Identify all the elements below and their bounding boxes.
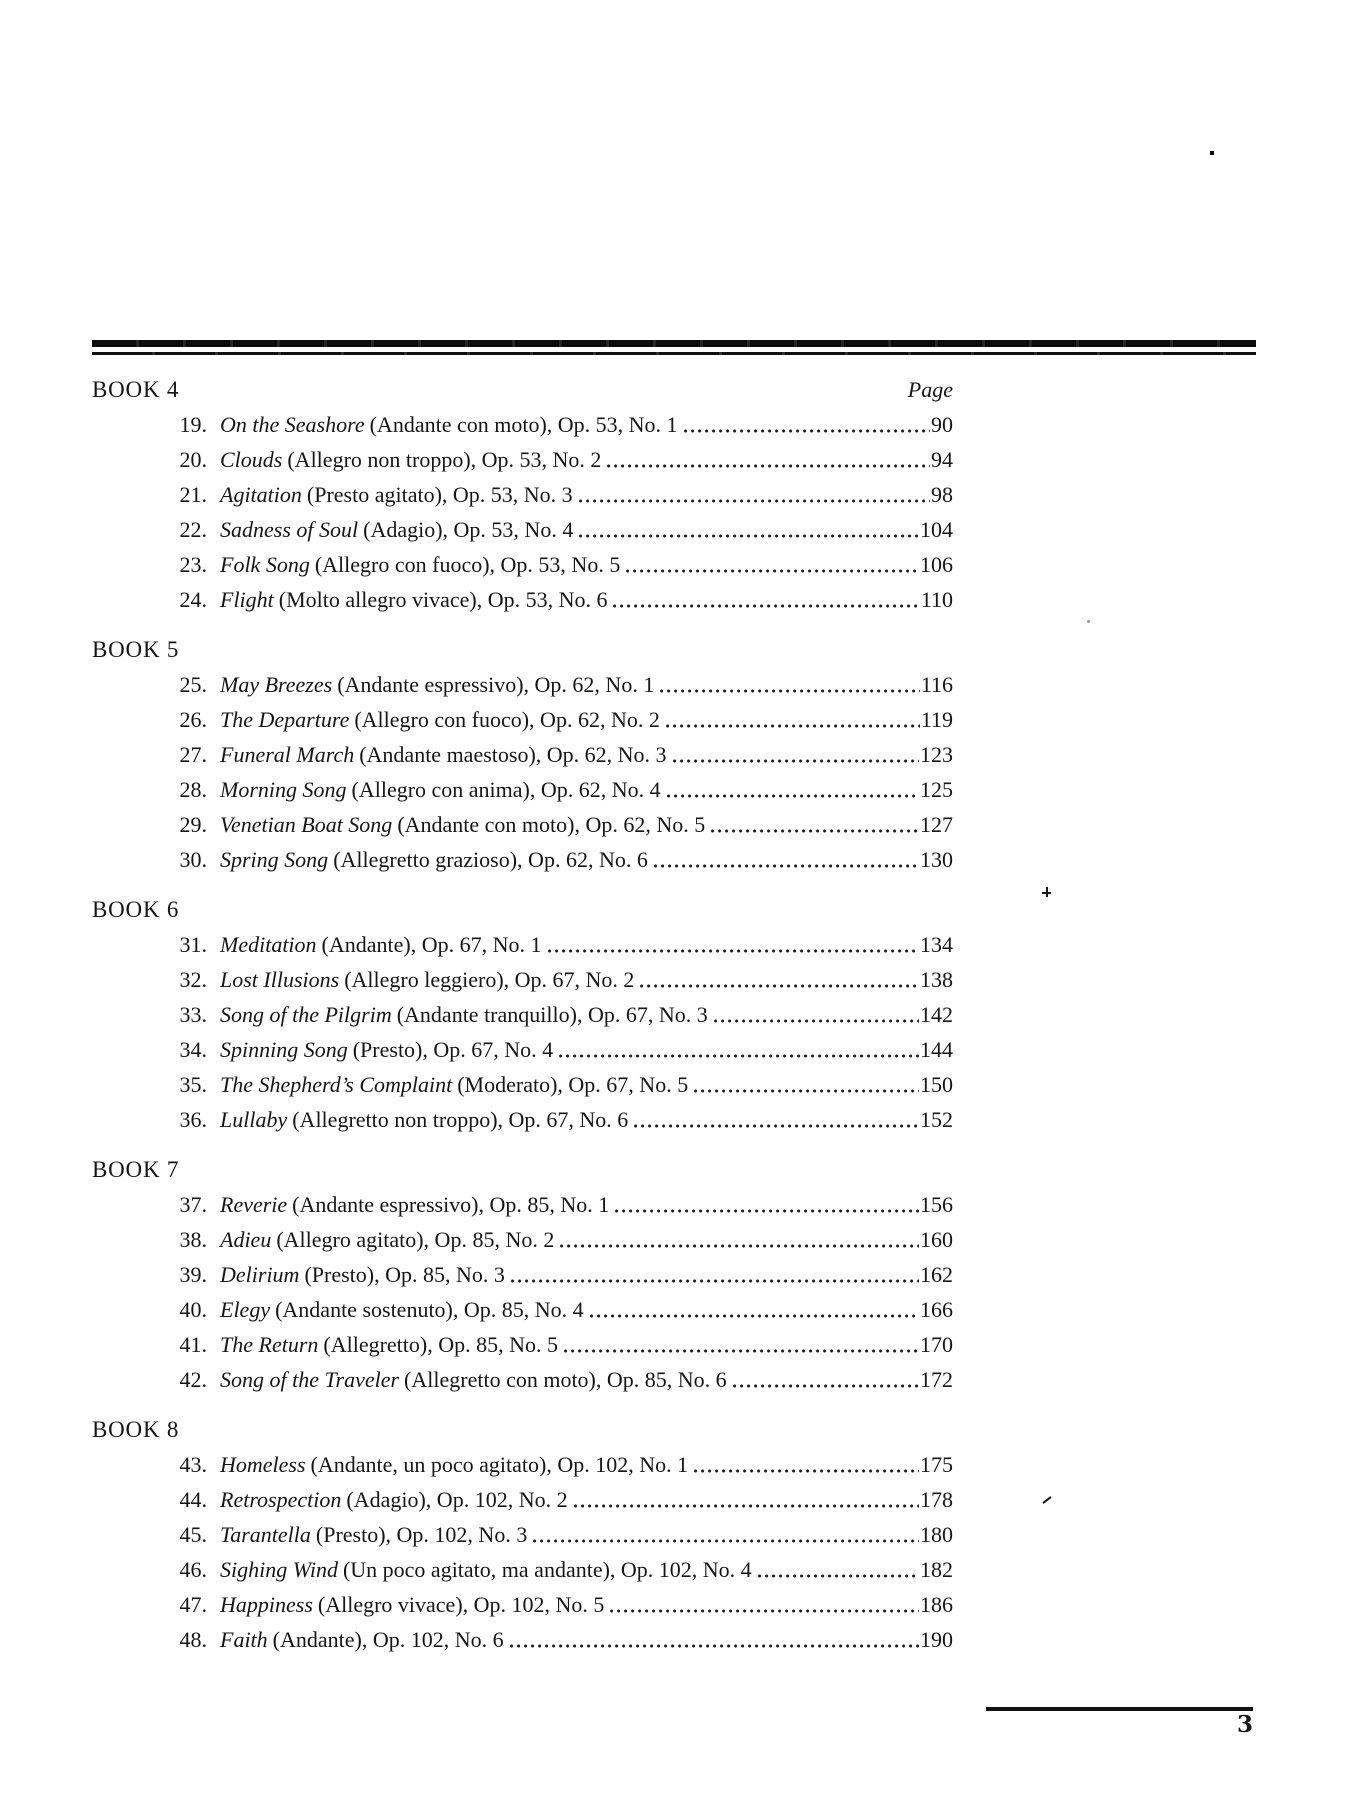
scan-speck	[1087, 620, 1090, 623]
toc-entry	[92, 407, 953, 442]
entry-title: Morning Song	[220, 777, 347, 802]
entry-number: 20.	[179, 447, 207, 472]
entry-title: The Shepherd’s Complaint	[220, 1072, 453, 1097]
dot-leader	[590, 1314, 919, 1318]
entry-page-number: 94	[931, 447, 953, 472]
dot-leader	[640, 984, 919, 988]
entry-title: Faith	[220, 1627, 268, 1652]
toc-entry	[92, 1517, 953, 1552]
book-list	[92, 372, 953, 1657]
entry-page-number: 134	[920, 932, 953, 957]
entry-page-number: 142	[920, 1002, 953, 1027]
entry-number: 48.	[179, 1627, 207, 1652]
entry-title: May Breezes	[220, 672, 333, 697]
entry-title: Funeral March	[220, 742, 355, 767]
dot-leader	[684, 429, 930, 433]
entry-page-number: 172	[920, 1367, 953, 1392]
dot-leader	[634, 1124, 919, 1128]
entry-title: Clouds	[220, 447, 283, 472]
book-entries	[92, 407, 953, 617]
entry-detail: (Un poco agitato, ma andante), Op. 102, No. 4	[342, 1557, 752, 1582]
entry-page-number: 160	[920, 1227, 953, 1252]
entry-title: Flight	[220, 587, 274, 612]
dot-leader	[607, 464, 930, 468]
toc-entry	[92, 547, 953, 582]
dot-leader	[666, 724, 920, 728]
entry-number: 40.	[179, 1297, 207, 1322]
entry-detail: (Presto), Op. 67, No. 4	[352, 1037, 554, 1062]
entry-number: 29.	[179, 812, 207, 837]
book-entries	[92, 667, 953, 877]
dot-leader	[615, 1209, 919, 1213]
entry-title: Retrospection	[220, 1487, 342, 1512]
toc-entry	[92, 962, 953, 997]
entry-detail: (Molto allegro vivace), Op. 53, No. 6	[278, 587, 608, 612]
scan-speck	[1042, 892, 1051, 894]
entry-number: 24.	[179, 587, 207, 612]
entry-page-number: 125	[920, 777, 953, 802]
entry-detail: (Presto), Op. 85, No. 3	[304, 1262, 505, 1287]
entry-title: Spinning Song	[220, 1037, 348, 1062]
entry-number: 19.	[179, 412, 207, 437]
scan-speck	[1042, 1496, 1051, 1504]
entry-number: 33.	[179, 1002, 207, 1027]
dot-leader	[711, 829, 919, 833]
book-section	[92, 892, 953, 1137]
entry-number: 28.	[179, 777, 207, 802]
toc-entry	[92, 1257, 953, 1292]
entry-number: 39.	[179, 1262, 207, 1287]
entry-title: Elegy	[220, 1297, 271, 1322]
book-heading: BOOK 6	[92, 897, 180, 922]
entry-page-number: 178	[920, 1487, 953, 1512]
entry-title: Homeless	[220, 1452, 306, 1477]
entry-title: Venetian Boat Song	[220, 812, 393, 837]
entry-number: 34.	[179, 1037, 207, 1062]
entry-page-number: 150	[920, 1072, 953, 1097]
entry-number: 41.	[179, 1332, 207, 1357]
toc-entry	[92, 1102, 953, 1137]
book-heading: BOOK 7	[92, 1157, 180, 1182]
entry-detail: (Andante, un poco agitato), Op. 102, No. 1	[310, 1452, 689, 1477]
entry-detail: (Allegro non troppo), Op. 53, No. 2	[287, 447, 602, 472]
toc-entry	[92, 737, 953, 772]
entry-page-number: 130	[920, 847, 953, 872]
entry-detail: (Allegro leggiero), Op. 67, No. 2	[344, 967, 635, 992]
entry-number: 37.	[179, 1192, 207, 1217]
entry-page-number: 106	[920, 552, 953, 577]
entry-number: 32.	[179, 967, 207, 992]
entry-detail: (Allegro con fuoco), Op. 53, No. 5	[314, 552, 621, 577]
dot-leader	[579, 499, 930, 503]
entry-page-number: 144	[920, 1037, 953, 1062]
toc-entry	[92, 997, 953, 1032]
toc-content	[92, 372, 953, 1657]
entry-detail: (Allegro vivace), Op. 102, No. 5	[317, 1592, 605, 1617]
entry-number: 35.	[179, 1072, 207, 1097]
dot-leader	[733, 1384, 919, 1388]
dot-leader	[559, 1054, 919, 1058]
dot-leader	[511, 1279, 919, 1283]
entry-detail: (Allegretto con moto), Op. 85, No. 6	[404, 1367, 727, 1392]
toc-entry	[92, 1222, 953, 1257]
entry-number: 21.	[179, 482, 207, 507]
entry-page-number: 175	[920, 1452, 953, 1477]
entry-page-number: 186	[920, 1592, 953, 1617]
entry-detail: (Andante tranquillo), Op. 67, No. 3	[396, 1002, 708, 1027]
entry-title: Agitation	[220, 482, 302, 507]
entry-page-number: 180	[920, 1522, 953, 1547]
toc-entry	[92, 842, 953, 877]
book-section	[92, 632, 953, 877]
entry-number: 26.	[179, 707, 207, 732]
entry-title: Song of the Traveler	[220, 1367, 400, 1392]
entry-detail: (Moderato), Op. 67, No. 5	[457, 1072, 689, 1097]
book-heading-row	[92, 892, 953, 927]
entry-title: The Return	[220, 1332, 319, 1357]
book-heading: BOOK 8	[92, 1417, 180, 1442]
entry-page-number: 98	[931, 482, 953, 507]
toc-entry	[92, 807, 953, 842]
entry-title: Lost Illusions	[220, 967, 340, 992]
entry-page-number: 90	[931, 412, 953, 437]
dot-leader	[626, 569, 919, 573]
entry-detail: (Allegretto grazioso), Op. 62, No. 6	[333, 847, 648, 872]
toc-entry	[92, 1362, 953, 1397]
entry-page-number: 170	[920, 1332, 953, 1357]
toc-entry	[92, 1187, 953, 1222]
dot-leader	[560, 1244, 919, 1248]
book-section	[92, 372, 953, 617]
entry-detail: (Andante), Op. 102, No. 6	[272, 1627, 504, 1652]
entry-title: Adieu	[220, 1227, 272, 1252]
toc-entry	[92, 1587, 953, 1622]
dot-leader	[714, 1019, 919, 1023]
entry-number: 27.	[179, 742, 207, 767]
top-rule-thin	[92, 352, 1256, 355]
book-heading: BOOK 4	[92, 377, 180, 402]
dot-leader	[660, 689, 920, 693]
toc-entry	[92, 477, 953, 512]
entry-number: 25.	[179, 672, 207, 697]
entry-detail: (Andante), Op. 67, No. 1	[321, 932, 542, 957]
entry-page-number: 162	[920, 1262, 953, 1287]
dot-leader	[654, 864, 919, 868]
toc-entry	[92, 582, 953, 617]
dot-leader	[564, 1349, 919, 1353]
toc-entry	[92, 1622, 953, 1657]
entry-page-number: 152	[920, 1107, 953, 1132]
entry-page-number: 127	[920, 812, 953, 837]
entry-title: Reverie	[220, 1192, 288, 1217]
book-entries	[92, 1447, 953, 1657]
entry-detail: (Presto), Op. 102, No. 3	[315, 1522, 528, 1547]
entry-detail: (Andante con moto), Op. 53, No. 1	[369, 412, 678, 437]
dot-leader	[579, 534, 919, 538]
book-heading-row	[92, 372, 953, 407]
entry-detail: (Andante espressivo), Op. 62, No. 1	[337, 672, 655, 697]
entry-detail: (Andante maestoso), Op. 62, No. 3	[359, 742, 667, 767]
entry-number: 47.	[179, 1592, 207, 1617]
toc-entry	[92, 667, 953, 702]
dot-leader	[667, 794, 919, 798]
entry-title: Delirium	[220, 1262, 300, 1287]
dot-leader	[694, 1089, 919, 1093]
book-heading-row	[92, 632, 953, 667]
toc-entry	[92, 702, 953, 737]
entry-number: 42.	[179, 1367, 207, 1392]
entry-number: 38.	[179, 1227, 207, 1252]
dot-leader	[548, 949, 919, 953]
toc-entry	[92, 1482, 953, 1517]
scan-speck	[1210, 151, 1214, 155]
entry-number: 36.	[179, 1107, 207, 1132]
toc-entry	[92, 1327, 953, 1362]
entry-page-number: 156	[920, 1192, 953, 1217]
entry-number: 22.	[179, 517, 207, 542]
dot-leader	[673, 759, 919, 763]
entry-detail: (Allegro con fuoco), Op. 62, No. 2	[354, 707, 660, 732]
entry-title: Folk Song	[220, 552, 310, 577]
entry-title: Lullaby	[220, 1107, 288, 1132]
entry-number: 30.	[179, 847, 207, 872]
entry-page-number: 190	[920, 1627, 953, 1652]
entry-title: Tarantella	[220, 1522, 311, 1547]
entry-title: Sadness of Soul	[220, 517, 359, 542]
page-column-label: Page	[907, 377, 953, 402]
entry-title: Meditation	[220, 932, 317, 957]
entry-page-number: 116	[920, 672, 953, 697]
entry-title: Song of the Pilgrim	[220, 1002, 392, 1027]
dot-leader	[533, 1539, 919, 1543]
toc-entry	[92, 1552, 953, 1587]
book-section	[92, 1152, 953, 1397]
entry-detail: (Andante sostenuto), Op. 85, No. 4	[275, 1297, 584, 1322]
entry-detail: (Andante espressivo), Op. 85, No. 1	[292, 1192, 610, 1217]
dot-leader	[694, 1469, 919, 1473]
entry-detail: (Adagio), Op. 102, No. 2	[346, 1487, 568, 1512]
entry-title: Sighing Wind	[220, 1557, 338, 1582]
entry-number: 23.	[179, 552, 207, 577]
toc-entry	[92, 927, 953, 962]
toc-entry	[92, 1447, 953, 1482]
entry-number: 43.	[179, 1452, 207, 1477]
entry-detail: (Adagio), Op. 53, No. 4	[363, 517, 574, 542]
entry-detail: (Presto agitato), Op. 53, No. 3	[306, 482, 573, 507]
entry-page-number: 182	[920, 1557, 953, 1582]
book-heading-row	[92, 1152, 953, 1187]
dot-leader	[758, 1574, 919, 1578]
entry-page-number: 138	[920, 967, 953, 992]
toc-entry	[92, 1292, 953, 1327]
book-section	[92, 1412, 953, 1657]
book-heading: BOOK 5	[92, 637, 180, 662]
toc-entry	[92, 772, 953, 807]
entry-title: The Departure	[220, 707, 350, 732]
dot-leader	[610, 1609, 919, 1613]
entry-page-number: 123	[920, 742, 953, 767]
dot-leader	[613, 604, 919, 608]
entry-number: 45.	[179, 1522, 207, 1547]
entry-number: 31.	[179, 932, 207, 957]
toc-entry	[92, 1032, 953, 1067]
entry-detail: (Allegro agitato), Op. 85, No. 2	[276, 1227, 555, 1252]
toc-entry	[92, 442, 953, 477]
entry-title: On the Seashore	[220, 412, 365, 437]
toc-entry	[92, 512, 953, 547]
dot-leader	[510, 1644, 919, 1648]
entry-page-number: 166	[920, 1297, 953, 1322]
entry-title: Spring Song	[220, 847, 329, 872]
dot-leader	[574, 1504, 919, 1508]
entry-number: 44.	[179, 1487, 207, 1512]
book-heading-row	[92, 1412, 953, 1447]
page-number: 3	[1236, 1711, 1253, 1738]
top-rule-thick	[92, 340, 1256, 347]
entry-detail: (Allegretto), Op. 85, No. 5	[323, 1332, 559, 1357]
entry-detail: (Andante con moto), Op. 62, No. 5	[397, 812, 706, 837]
book-entries	[92, 1187, 953, 1397]
entry-number: 46.	[179, 1557, 207, 1582]
entry-page-number: 110	[920, 587, 953, 612]
entry-page-number: 104	[920, 517, 953, 542]
entry-detail: (Allegretto non troppo), Op. 67, No. 6	[292, 1107, 629, 1132]
entry-detail: (Allegro con anima), Op. 62, No. 4	[351, 777, 661, 802]
toc-entry	[92, 1067, 953, 1102]
book-entries	[92, 927, 953, 1137]
entry-title: Happiness	[220, 1592, 313, 1617]
entry-page-number: 119	[920, 707, 953, 732]
